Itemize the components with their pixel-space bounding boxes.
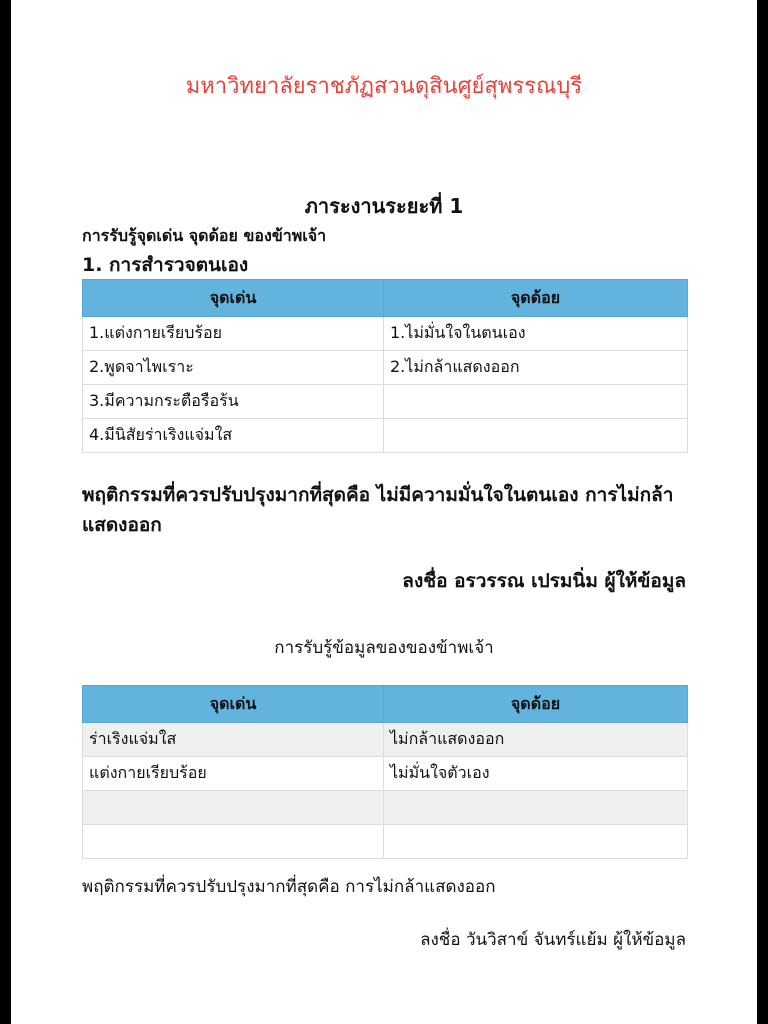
table-row bbox=[83, 351, 688, 385]
strengths-header: จุดเด่น bbox=[83, 280, 384, 317]
table-row bbox=[83, 419, 688, 453]
self-assessment-table bbox=[82, 279, 688, 453]
weakness-cell bbox=[384, 419, 688, 453]
document-page bbox=[11, 0, 757, 1024]
strength-cell: 2.พูดจาไพเราะ bbox=[83, 351, 384, 385]
table-row bbox=[83, 317, 688, 351]
weakness-cell: ไม่กล้าแสดงออก bbox=[384, 723, 688, 757]
weakness-cell: ไม่มั่นใจตัวเอง bbox=[384, 757, 688, 791]
strength-cell bbox=[83, 825, 384, 859]
weakness-cell: 2.ไม่กล้าแสดงออก bbox=[384, 351, 688, 385]
weakness-cell: 1.ไม่มั่นใจในตนเอง bbox=[384, 317, 688, 351]
weakness-cell bbox=[384, 825, 688, 859]
table-row bbox=[83, 791, 688, 825]
weaknesses-header: จุดด้อย bbox=[384, 280, 688, 317]
table-header-row bbox=[83, 686, 688, 723]
signature-line: ลงชื่อ อรวรรณ เปรมนิ่ม ผู้ให้ข้อมูล bbox=[402, 570, 686, 592]
table-row bbox=[83, 723, 688, 757]
table-header-row bbox=[83, 280, 688, 317]
strength-cell: 3.มีความกระตือรือร้น bbox=[83, 385, 384, 419]
weaknesses-header: จุดด้อย bbox=[384, 686, 688, 723]
document-title: ภาระงานระยะที่ 1 bbox=[304, 194, 464, 218]
strength-cell: 1.แต่งกายเรียบร้อย bbox=[83, 317, 384, 351]
section-caption: การรับรู้ข้อมูลของของข้าพเจ้า bbox=[274, 638, 494, 658]
table-row bbox=[83, 385, 688, 419]
behavior-statement: พฤติกรรมที่ควรปรับปรุงมากที่สุดคือ การไม่กล้าแสดงออก bbox=[82, 877, 496, 897]
table-row bbox=[83, 825, 688, 859]
section-heading: 1. การสำรวจตนเอง bbox=[82, 254, 249, 276]
peer-assessment-table bbox=[82, 685, 688, 859]
strength-cell: 4.มีนิสัยร่าเริงแจ่มใส bbox=[83, 419, 384, 453]
strength-cell: ร่าเริงแจ่มใส bbox=[83, 723, 384, 757]
behavior-statement: พฤติกรรมที่ควรปรับปรุงมากที่สุดคือ ไม่มีความมั่นใจในตนเอง การไม่กล้าแสดงออก bbox=[82, 484, 674, 536]
weakness-cell bbox=[384, 791, 688, 825]
university-name: มหาวิทยาลัยราชภัฏสวนดุสินศูย์สุพรรณบุรี bbox=[185, 74, 583, 99]
table-row bbox=[83, 757, 688, 791]
document-subtitle: การรับรู้จุดเด่น จุดด้อย ของข้าพเจ้า bbox=[82, 226, 327, 245]
weakness-cell bbox=[384, 385, 688, 419]
signature-line: ลงชื่อ วันวิสาข์ จันทร์แย้ม ผู้ให้ข้อมูล bbox=[420, 930, 686, 950]
strengths-header: จุดเด่น bbox=[83, 686, 384, 723]
strength-cell: แต่งกายเรียบร้อย bbox=[83, 757, 384, 791]
strength-cell bbox=[83, 791, 384, 825]
